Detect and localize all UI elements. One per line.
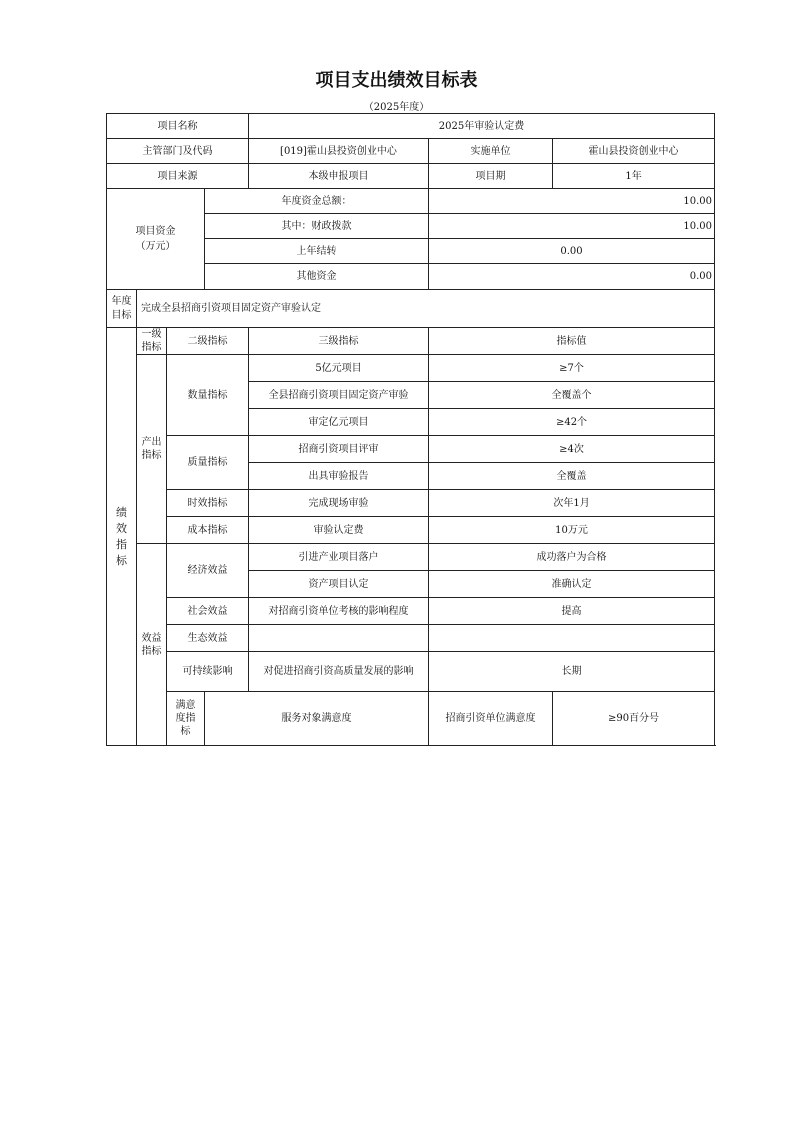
- label-executing-unit: 实施单位: [429, 139, 553, 164]
- group-output: [137, 355, 167, 544]
- label-source: 项目来源: [107, 164, 249, 189]
- value-cell: 准确认定: [429, 571, 715, 598]
- indicator-cell: 资产项目认定: [249, 571, 429, 598]
- value-cell: ≥42个: [429, 409, 715, 436]
- indicator-cell: 引进产业项目落户: [249, 544, 429, 571]
- label-performance-indicators: [107, 328, 137, 746]
- table-row: [107, 544, 715, 571]
- level2-timeliness: 时效指标: [167, 490, 249, 517]
- row-annual-goal: [107, 290, 715, 328]
- group-benefit-b: 指标: [141, 645, 162, 657]
- value-cell: ≥7个: [429, 355, 715, 382]
- indicator-cell: 对招商引资单位考核的影响程度: [249, 598, 429, 625]
- value-project-name: 2025年审验认定费: [249, 114, 715, 139]
- value-cell: 全覆盖: [429, 463, 715, 490]
- label-funds-unit: （万元）: [135, 241, 176, 252]
- group-satisfaction-c: 标: [180, 726, 191, 737]
- row-source: [107, 164, 715, 189]
- table-row: [107, 598, 715, 625]
- row-funds-total: [107, 189, 715, 214]
- row-department: [107, 139, 715, 164]
- group-benefit: [137, 544, 167, 746]
- label-total: 年度资金总额：: [205, 189, 429, 214]
- level2-quality: 质量指标: [167, 436, 249, 490]
- header-level3: 三级指标: [249, 328, 429, 355]
- value-cell: ≥90百分号: [553, 692, 715, 746]
- value-cell: ≥4次: [429, 436, 715, 463]
- label-fiscal: 其中：财政拨款: [205, 214, 429, 239]
- indicator-cell: 对促进招商引资高质量发展的影响: [249, 652, 429, 692]
- group-satisfaction: [167, 692, 205, 746]
- group-output-a: 产出: [141, 437, 162, 448]
- table-row: [107, 692, 715, 746]
- label-other: 其他资金: [205, 264, 429, 290]
- group-satisfaction-a: 满意: [175, 700, 196, 711]
- level2-social: 社会效益: [167, 598, 249, 625]
- indicator-cell: [249, 625, 429, 652]
- page-title: 项目支出绩效目标表: [315, 70, 478, 91]
- header-level1: [137, 328, 167, 355]
- value-other: 0.00: [429, 264, 715, 290]
- header-level1-a: 一级: [141, 329, 162, 340]
- value-fiscal: 10.00: [429, 214, 715, 239]
- perf-char-3: 指: [116, 537, 127, 551]
- group-satisfaction-b: 度指: [175, 713, 196, 724]
- level2-sustainable: 可持续影响: [167, 652, 249, 692]
- indicator-cell: 完成现场审验: [249, 490, 429, 517]
- level2-service: 服务对象满意度: [205, 692, 429, 746]
- label-funds: [107, 189, 205, 290]
- value-source: 本级申报项目: [249, 164, 429, 189]
- label-annual-goal: [107, 290, 137, 328]
- level2-economic: 经济效益: [167, 544, 249, 598]
- indicator-cell: 全县招商引资项目固定资产审验: [249, 382, 429, 409]
- table-row: [107, 436, 715, 463]
- table-row: [107, 517, 715, 544]
- perf-char-1: 绩: [116, 505, 127, 519]
- indicator-cell: 审定亿元项目: [249, 409, 429, 436]
- value-cell: 10万元: [429, 517, 715, 544]
- indicator-cell: 5亿元项目: [249, 355, 429, 382]
- label-department: 主管部门及代码: [107, 139, 249, 164]
- value-cell: 成功落户为合格: [429, 544, 715, 571]
- header-level2: 二级指标: [167, 328, 249, 355]
- table-row: [107, 490, 715, 517]
- indicator-cell: 出具审验报告: [249, 463, 429, 490]
- value-cell: 提高: [429, 598, 715, 625]
- indicator-cell: 招商引资单位满意度: [429, 692, 553, 746]
- group-output-b: 指标: [141, 450, 162, 461]
- value-carryover: 0.00: [429, 239, 715, 264]
- header-value: 指标值: [429, 328, 715, 355]
- perf-char-2: 效: [116, 521, 127, 535]
- value-cell: [429, 625, 715, 652]
- value-annual-goal: 完成全县招商引资项目固定资产审验认定: [137, 290, 715, 328]
- value-cell: 长期: [429, 652, 715, 692]
- value-total: 10.00: [429, 189, 715, 214]
- group-benefit-a: 效益: [141, 632, 162, 644]
- value-period: 1年: [553, 164, 715, 189]
- header-level1-b: 指标: [141, 342, 162, 353]
- level2-quantity: 数量指标: [167, 355, 249, 436]
- table-row: [107, 625, 715, 652]
- value-department: [019]霍山县投资创业中心: [249, 139, 429, 164]
- label-annual-goal-2: 目标: [111, 309, 132, 321]
- table-row: [107, 355, 715, 382]
- year-note: （2025年度）: [363, 102, 430, 113]
- level2-cost: 成本指标: [167, 517, 249, 544]
- indicator-cell: 招商引资项目评审: [249, 436, 429, 463]
- label-period: 项目期: [429, 164, 553, 189]
- value-executing-unit: 霍山县投资创业中心: [553, 139, 715, 164]
- indicator-cell: 审验认定费: [249, 517, 429, 544]
- row-project-name: [107, 114, 715, 139]
- label-annual-goal-1: 年度: [111, 295, 132, 307]
- value-cell: 次年1月: [429, 490, 715, 517]
- label-carryover: 上年结转: [205, 239, 429, 264]
- value-cell: 全覆盖个: [429, 382, 715, 409]
- table-row: [107, 652, 715, 692]
- perf-char-4: 标: [116, 553, 127, 567]
- level2-ecological: 生态效益: [167, 625, 249, 652]
- label-project-name: 项目名称: [107, 114, 249, 139]
- label-funds-text: 项目资金: [135, 226, 176, 237]
- row-indicator-header: [107, 328, 715, 355]
- performance-target-table: [106, 113, 715, 746]
